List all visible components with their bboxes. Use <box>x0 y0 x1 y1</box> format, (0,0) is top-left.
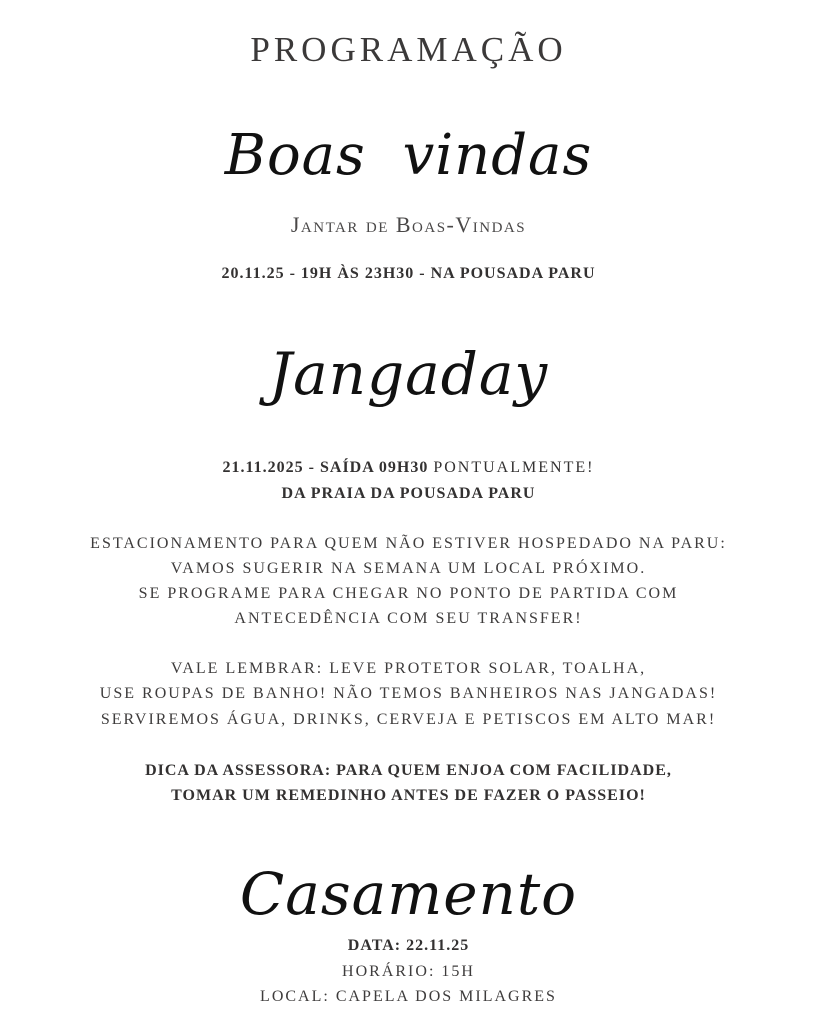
parking-line: ESTACIONAMENTO PARA QUEM NÃO ESTIVER HOSPEDADO NA PARU: <box>90 535 727 552</box>
casamento-date: DATA: 22.11.25 <box>347 937 470 954</box>
jangaday-date: 21.11.2025 - SAÍDA 09H30 <box>222 459 429 476</box>
parking-line: ANTECEDÊNCIA COM SEU TRANSFER! <box>234 610 583 627</box>
parking-line: SE PROGRAME PARA CHEGAR NO PONTO DE PARTIDA COM <box>138 585 679 602</box>
jangaday-date-line <box>0 460 817 476</box>
reminder-line: VALE LEMBRAR: LEVE PROTETOR SOLAR, TOALHA, <box>170 660 647 677</box>
boas-vindas-subtitle: Jantar de Boas-Vindas <box>290 212 527 237</box>
page-title: PROGRAMAÇÃO <box>250 30 567 69</box>
jangaday-from: DA PRAIA DA POUSADA PARU <box>281 485 536 502</box>
jangaday-punctual: PONTUALMENTE! <box>433 459 595 476</box>
boas-vindas-script-heading: Boas vindas <box>224 123 593 188</box>
reminder-line: SERVIREMOS ÁGUA, DRINKS, CERVEJA E PETISCOS EM ALTO MAR! <box>100 711 717 728</box>
jangaday-script-heading: Jangaday <box>268 340 549 408</box>
casamento-script-heading: Casamento <box>239 860 578 928</box>
tip-line: DICA DA ASSESSORA: PARA QUEM ENJOA COM FACILIDADE, <box>145 762 672 779</box>
boas-vindas-when: 20.11.25 - 19H ÀS 23H30 - NA POUSADA PARU <box>221 265 596 282</box>
reminder-line: USE ROUPAS DE BANHO! NÃO TEMOS BANHEIROS NAS JANGADAS! <box>99 685 718 702</box>
tip-line: TOMAR UM REMEDINHO ANTES DE FAZER O PASSEIO! <box>171 787 646 804</box>
casamento-place: LOCAL: CAPELA DOS MILAGRES <box>260 988 557 1005</box>
parking-line: VAMOS SUGERIR NA SEMANA UM LOCAL PRÓXIMO. <box>170 560 647 577</box>
casamento-time: HORÁRIO: 15H <box>342 963 475 980</box>
